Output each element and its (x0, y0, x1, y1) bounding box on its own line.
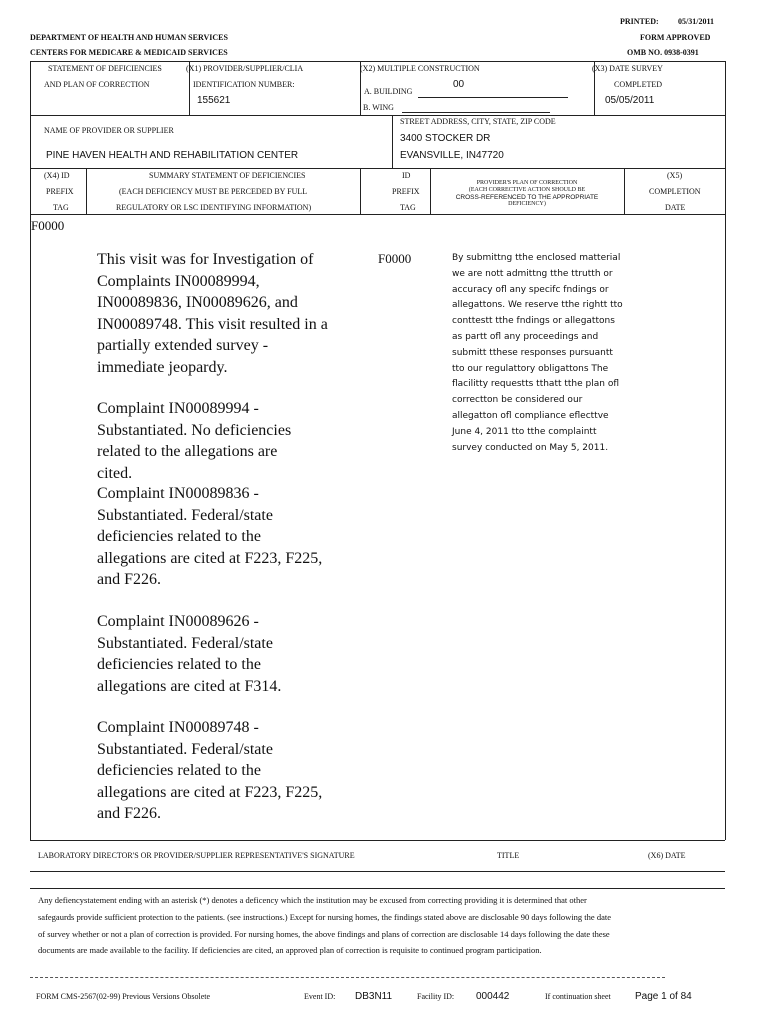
building-label: A. BUILDING (364, 87, 413, 96)
building-underline (418, 97, 568, 98)
x4-header-3: TAG (53, 203, 69, 212)
form-number: FORM CMS-2567(02-99) Previous Versions Obsolete (36, 992, 211, 1001)
address-label: STREET ADDRESS, CITY, STATE, ZIP CODE (400, 117, 556, 126)
x5-header-2: COMPLETION (649, 187, 701, 196)
left-tag: F0000 (31, 218, 65, 233)
disclaimer-text: Any defiencystatement ending with an asterisk (*) denotes a deficency which the institution may be excused from correcting providing it is determined that other safegaurds provide sufficient protection to the patients. (see instructions.) Except for nursing homes, the findings stated above are disclosable 90 days following the date of survey whether or not a plan of correction is provided. For nursing homes, the above findings and plans of correction are disclosable 14 days following the date these documents are made available to the facility. If deficiencies are cited, an approved plan of correction is requisite to continued program participation. (38, 895, 611, 956)
signature-label: LABORATORY DIRECTOR'S OR PROVIDER/SUPPLIER REPRESENTATIVE'S SIGNATURE (38, 851, 355, 860)
provider-id-label-1: (X1) PROVIDER/SUPPLIER/CLIA (186, 64, 304, 73)
wing-label: B. WING (363, 103, 394, 112)
city-value: EVANSVILLE, IN47720 (400, 150, 504, 161)
rule-row1 (30, 115, 725, 116)
rule-disclaimer-bottom (30, 977, 665, 978)
summary-header-2: (EACH DEFICIENCY MUST BE PERCEDED BY FULL (119, 187, 308, 196)
facility-id-value: 000442 (476, 991, 510, 1002)
printed-date: 05/31/2011 (678, 17, 715, 26)
building-value: 00 (453, 79, 465, 90)
rule-x4 (86, 168, 87, 214)
rule-left (30, 61, 31, 840)
title-label: TITLE (497, 851, 520, 860)
provider-id-label-2: IDENTIFICATION NUMBER: (193, 80, 295, 89)
date-survey-label-2: COMPLETED (614, 80, 662, 89)
plan-header-4: DEFICIENCY) (508, 201, 546, 207)
page-number: Page 1 of 84 (635, 991, 692, 1002)
rule-signature-top (30, 840, 725, 841)
event-id-label: Event ID: (304, 992, 336, 1001)
wing-underline (402, 112, 550, 113)
multiple-construction-label: (X2) MULTIPLE CONSTRUCTION (360, 64, 480, 73)
rule-right (725, 61, 726, 840)
facility-id-label: Facility ID: (417, 992, 455, 1001)
rule-row2 (30, 168, 725, 169)
provider-id-value: 155621 (197, 95, 231, 106)
centers-title: CENTERS FOR MEDICARE & MEDICAID SERVICES (30, 48, 228, 57)
rule-summary (360, 168, 361, 214)
plan-header-2: (EACH CORRECTIVE ACTION SHOULD BE (468, 187, 586, 193)
form-approved: FORM APPROVED (640, 33, 711, 42)
continuation-label: If continuation sheet (545, 992, 611, 1001)
id-header-1: ID (402, 171, 411, 180)
statement-label-1: STATEMENT OF DEFICIENCIES (48, 64, 162, 73)
x4-header-2: PREFIX (46, 187, 74, 196)
rule-signature-bottom (30, 871, 725, 872)
summary-paragraph-5: Complaint IN00089748 - Substantiated. Federal/state deficiencies related to the allegations are cited at F223, F225, and F226. (97, 719, 323, 822)
plan-of-correction-text: By submittng tthe enclosed matterial we are nott admittng tthe ttrutth or accuracy ofl any specifc fndings or allegattons. We reserve tthe rightt tto conttestt tthe fndings or allegattons as partt ofl any proceedings and submitt tthese responses pursuantt tto our regulattory obligattons The flacilitty requestts tthatt tthe plan ofl correctton be considered our allegatton ofl compliance eflecttve June 4, 2011 tto tthe complaintt survey conducted on May 5, 2011. (452, 253, 623, 453)
id-header-2: PREFIX (392, 187, 420, 196)
provider-name-value: PINE HAVEN HEALTH AND REHABILITATION CENTER (46, 150, 299, 161)
printed-label: PRINTED: (620, 17, 659, 26)
plan-header-3: CROSS-REFERENCED TO THE APPROPRIATE (455, 194, 599, 201)
omb-number: OMB NO. 0938-0391 (627, 48, 699, 57)
rule-top (30, 61, 725, 62)
summary-paragraph-2: Complaint IN00089994 - Substantiated. No deficiencies related to the allegations are cited. (97, 400, 292, 482)
event-id-value: DB3N11 (355, 991, 393, 1002)
rule-address (392, 115, 393, 168)
right-tag: F0000 (378, 251, 412, 266)
rule-col-headers (30, 214, 725, 215)
x5-header-3: DATE (665, 203, 686, 212)
plan-header-1: PROVIDER'S PLAN OF CORRECTION (476, 180, 578, 186)
street-value: 3400 STOCKER DR (400, 133, 491, 144)
date-survey-value: 05/05/2011 (605, 95, 655, 106)
x4-header-1: (X4) ID (44, 171, 70, 180)
summary-header-3: REGULATORY OR LSC IDENTIFYING INFORMATION) (116, 203, 312, 212)
statement-label-2: AND PLAN OF CORRECTION (44, 80, 150, 89)
x5-header-1: (X5) (667, 171, 683, 180)
provider-name-label: NAME OF PROVIDER OR SUPPLIER (44, 126, 174, 135)
department-title: DEPARTMENT OF HEALTH AND HUMAN SERVICES (30, 33, 228, 42)
summary-paragraph-3: Complaint IN00089836 - Substantiated. Federal/state deficiencies related to the allegations are cited at F223, F225, and F226. (97, 485, 323, 588)
x6-date-label: (X6) DATE (648, 851, 686, 860)
summary-header-1: SUMMARY STATEMENT OF DEFICIENCIES (149, 171, 306, 180)
rule-plan (624, 168, 625, 214)
summary-paragraph-4: Complaint IN00089626 - Substantiated. Federal/state deficiencies related to the allegations are cited at F314. (97, 613, 282, 695)
date-survey-label-1: (X3) DATE SURVEY (592, 64, 663, 73)
rule-disclaimer-top (30, 888, 725, 889)
summary-paragraph-1: This visit was for Investigation of Complaints IN00089994, IN00089836, IN00089626, and IN00089748. This visit resulted in a partially extended survey - immediate jeopardy. (97, 251, 328, 376)
id-header-3: TAG (400, 203, 416, 212)
